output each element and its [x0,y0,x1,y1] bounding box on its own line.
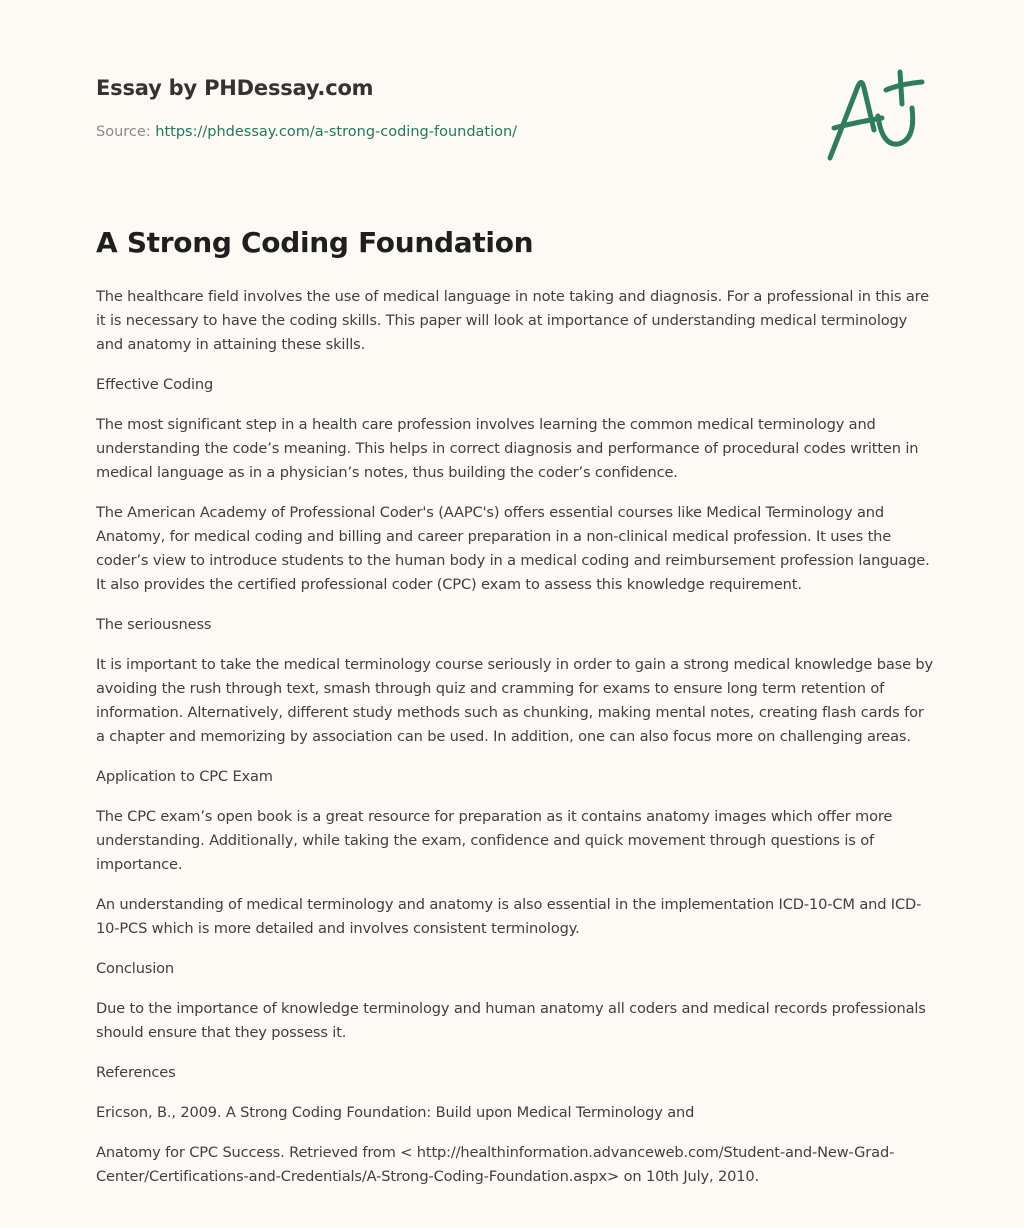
section-heading: References [96,1064,176,1081]
body-paragraph: The CPC exam’s open book is a great resource for preparation as it contains anatomy images which offer more understanding. Additionally, while taking the exam, confidence and quick movement through questions is of importance. [96,808,893,873]
body-paragraph: Due to the importance of knowledge terminology and human anatomy all coders and medical records professionals should ensure that they possess it. [96,1000,926,1041]
a-plus-grade-icon [822,68,932,168]
body-paragraph: The American Academy of Professional Coder's (AAPC's) offers essential courses like Medical Terminology and Anatomy, for medical coding and billing and career preparation in a non-clinical medical profession. It uses the coder’s view to introduce students to the human body in a medical coding and reimbursement profession language. It also provides the certified professional coder (CPC) exam to assess this knowledge requirement. [96,504,930,593]
source-label: Source: [96,124,151,140]
body-paragraph: The most significant step in a health care profession involves learning the common medical terminology and understanding the code’s meaning. This helps in correct diagnosis and performance of procedural codes written in medical language as in a physician’s notes, thus building the coder’s confidence. [96,416,919,481]
body-paragraph: An understanding of medical terminology and anatomy is also essential in the implementation ICD-10-CM and ICD-10-PCS which is more detailed and involves consistent terminology. [96,896,922,937]
section-heading: The seriousness [96,616,212,633]
reference-item: Anatomy for CPC Success. Retrieved from < http://healthinformation.advanceweb.com/Student-and-New-Grad-Center/Certifications-and-Credentials/A-Strong-Coding-Foundation.aspx> on 10th July, 2010. [96,1144,895,1185]
body-paragraph: It is important to take the medical terminology course seriously in order to gain a strong medical knowledge base by avoiding the rush through text, smash through quiz and cramming for exams to ensure long term retention of information. Alternatively, different study methods such as chunking, making mental notes, creating flash cards for a chapter and memorizing by association can be used. In addition, one can also focus more on challenging areas. [96,656,933,745]
section-heading: Effective Coding [96,376,214,393]
reference-item: Ericson, B., 2009. A Strong Coding Foundation: Build upon Medical Terminology and [96,1104,695,1121]
section-heading: Conclusion [96,960,175,977]
intro-paragraph: The healthcare field involves the use of medical language in note taking and diagnosis. For a professional in this are it is necessary to have the coding skills. This paper will look at importance of understanding medical terminology and anatomy in attaining these skills. [96,288,929,353]
section-heading: Application to CPC Exam [96,768,273,785]
article-title: A Strong Coding Foundation [96,226,534,259]
site-title: Essay by PHDessay.com [96,76,374,100]
source-link[interactable]: https://phdessay.com/a-strong-coding-foundation/ [155,124,518,140]
source-line [96,124,517,140]
article-body [96,285,936,1205]
